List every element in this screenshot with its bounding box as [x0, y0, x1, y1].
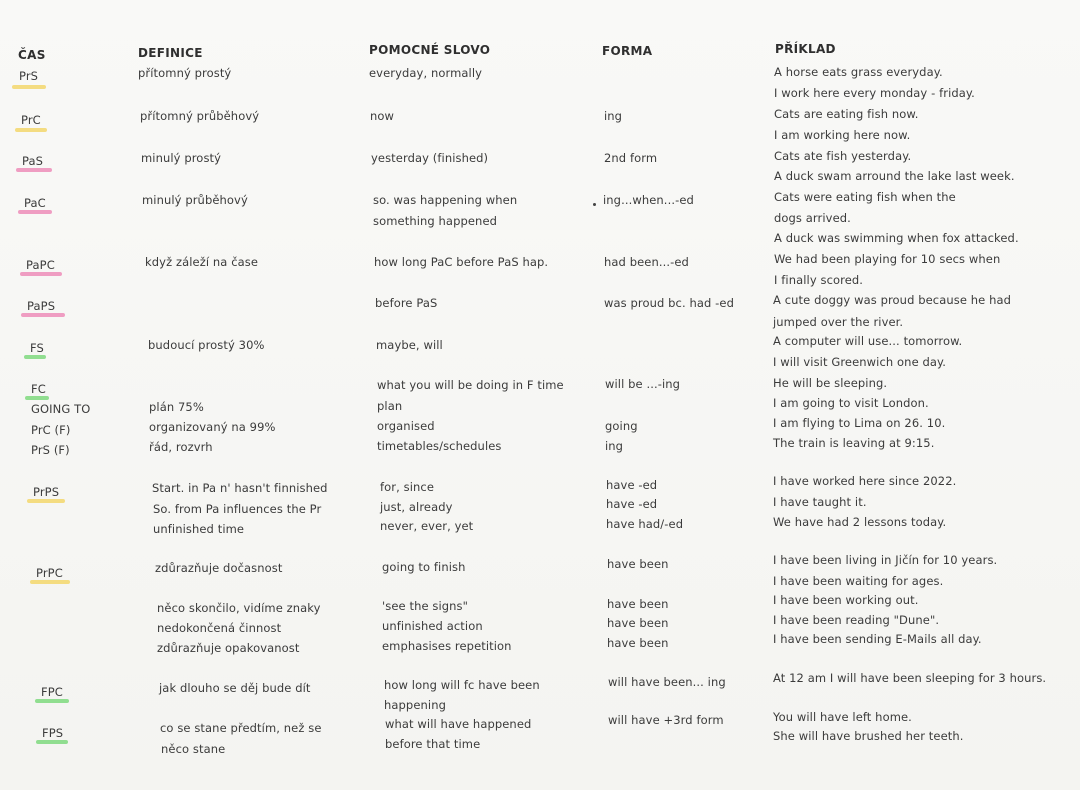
form: have been — [607, 557, 669, 571]
helper-word: 'see the signs" — [382, 599, 469, 613]
helper-word: going to finish — [382, 560, 466, 574]
definition: So. from Pa influences the Pr — [153, 502, 322, 516]
tense-abbr: PrC (F) — [31, 423, 71, 437]
definition: něco stane — [161, 742, 226, 756]
yellow-highlight — [15, 128, 47, 132]
helper-word: everyday, normally — [369, 66, 483, 80]
form: have -ed — [606, 478, 658, 492]
form: will be ...-ing — [605, 377, 681, 391]
example: I have been reading "Dune". — [773, 613, 940, 627]
header-pomocne-slovo: POMOCNÉ SLOVO — [369, 43, 491, 57]
form: will have been... ing — [608, 675, 726, 689]
yellow-highlight — [12, 85, 46, 89]
pink-highlight — [21, 313, 65, 317]
definition: když záleží na čase — [145, 255, 259, 269]
tense-abbr: PaPC — [26, 258, 55, 272]
definition: co se stane předtím, než se — [160, 721, 322, 735]
definition: něco skončilo, vidíme znaky — [157, 601, 321, 615]
example: I have taught it. — [773, 495, 867, 509]
example: jumped over the river. — [773, 315, 904, 329]
example: A computer will use... tomorrow. — [773, 334, 963, 348]
helper-word: timetables/schedules — [377, 439, 502, 453]
header-definice: DEFINICE — [138, 46, 203, 60]
example: We have had 2 lessons today. — [773, 515, 947, 529]
helper-word: maybe, will — [376, 338, 443, 352]
helper-word: for, since — [380, 480, 434, 494]
form: have -ed — [606, 497, 658, 511]
helper-word: how long PaC before PaS hap. — [374, 255, 549, 269]
helper-word: unfinished action — [382, 619, 483, 633]
yellow-highlight — [30, 580, 70, 584]
header-cas: ČAS — [18, 48, 46, 62]
tense-abbr: PrC — [21, 113, 41, 127]
helper-word: now — [370, 109, 395, 123]
definition: budoucí prostý 30% — [148, 338, 265, 352]
helper-word: organised — [377, 419, 435, 433]
definition: přítomný průběhový — [140, 109, 260, 123]
green-highlight — [36, 740, 68, 744]
example: We had been playing for 10 secs when — [774, 252, 1001, 266]
tense-abbr: FC — [31, 382, 46, 396]
definition: přítomný prostý — [138, 66, 232, 80]
definition: Start. in Pa n' hasn't finnished — [152, 481, 328, 495]
helper-word: yesterday (finished) — [371, 151, 489, 165]
tense-abbr: PrPS — [33, 485, 60, 499]
example: I am going to visit London. — [773, 396, 929, 410]
example: She will have brushed her teeth. — [773, 729, 964, 743]
example: At 12 am I will have been sleeping for 3 hours. — [773, 671, 1047, 685]
helper-word: just, already — [380, 500, 453, 514]
example: I work here every monday - friday. — [774, 86, 975, 100]
definition: organizovaný na 99% — [149, 420, 276, 434]
form: have been — [607, 597, 669, 611]
example: I am working here now. — [774, 128, 911, 142]
example: I have been sending E-Mails all day. — [773, 632, 982, 646]
form: will have +3rd form — [608, 713, 724, 727]
tense-abbr: PaS — [22, 154, 44, 168]
form: ing — [604, 109, 623, 123]
example: A duck was swimming when fox attacked. — [774, 231, 1019, 245]
example: A horse eats grass everyday. — [774, 65, 943, 79]
helper-word: so. was happening when — [373, 193, 518, 207]
yellow-highlight — [27, 499, 65, 503]
definition: zdůrazňuje opakovanost — [157, 641, 300, 655]
tense-abbr: PrS — [19, 69, 39, 83]
green-highlight — [24, 355, 46, 359]
helper-word: happening — [384, 698, 446, 712]
ink-dot — [593, 203, 596, 206]
form: have been — [607, 636, 669, 650]
definition: minulý prostý — [141, 151, 222, 165]
pink-highlight — [16, 168, 52, 172]
example: A duck swam arround the lake last week. — [774, 169, 1015, 183]
example: Cats were eating fish when the — [774, 190, 956, 204]
green-highlight — [25, 396, 49, 400]
helper-word: before PaS — [375, 296, 438, 310]
tense-abbr: FPC — [41, 685, 63, 699]
green-highlight — [35, 699, 69, 703]
tense-abbr: PaC — [24, 196, 46, 210]
example: I will visit Greenwich one day. — [773, 355, 947, 369]
definition: nedokončená činnost — [157, 621, 282, 635]
header-priklad: PŘÍKLAD — [775, 42, 836, 56]
definition: jak dlouho se děj bude dít — [159, 681, 311, 695]
example: The train is leaving at 9:15. — [773, 436, 935, 450]
tense-abbr: GOING TO — [31, 402, 91, 416]
helper-word: before that time — [385, 737, 481, 751]
definition: minulý průběhový — [142, 193, 248, 207]
example: I am flying to Lima on 26. 10. — [773, 416, 946, 430]
example: I have been working out. — [773, 593, 919, 607]
tense-abbr: PrS (F) — [31, 443, 70, 457]
form: ing...when...-ed — [603, 193, 694, 207]
example: Cats ate fish yesterday. — [774, 149, 912, 163]
form: have been — [607, 616, 669, 630]
example: You will have left home. — [773, 710, 912, 724]
helper-word: plan — [377, 399, 403, 413]
tense-abbr: FS — [30, 341, 44, 355]
example: I have been waiting for ages. — [773, 574, 944, 588]
header-forma: FORMA — [602, 44, 653, 58]
form: 2nd form — [604, 151, 658, 165]
example: I finally scored. — [774, 273, 864, 287]
example: I have worked here since 2022. — [773, 474, 957, 488]
definition: unfinished time — [153, 522, 245, 536]
helper-word: what will have happened — [385, 717, 532, 731]
helper-word: never, ever, yet — [380, 519, 474, 533]
form: ing — [605, 439, 624, 453]
definition: řád, rozvrh — [149, 440, 213, 454]
tense-abbr: FPS — [42, 726, 64, 740]
form: going — [605, 419, 638, 433]
form: have had/-ed — [606, 517, 684, 531]
helper-word: something happened — [373, 214, 498, 228]
definition: plán 75% — [149, 400, 204, 414]
definition: zdůrazňuje dočasnost — [155, 561, 283, 575]
form: had been...-ed — [604, 255, 689, 269]
pink-highlight — [18, 210, 52, 214]
example: I have been living in Jičín for 10 years. — [773, 553, 998, 567]
example: He will be sleeping. — [773, 376, 888, 390]
helper-word: what you will be doing in F time — [377, 378, 564, 392]
tense-abbr: PaPS — [27, 299, 56, 313]
form: was proud bc. had -ed — [604, 296, 735, 310]
pink-highlight — [20, 272, 62, 276]
helper-word: how long will fc have been — [384, 678, 540, 692]
tense-abbr: PrPC — [36, 566, 63, 580]
example: A cute doggy was proud because he had — [773, 293, 1012, 307]
example: Cats are eating fish now. — [774, 107, 919, 121]
example: dogs arrived. — [774, 211, 851, 225]
helper-word: emphasises repetition — [382, 639, 512, 653]
